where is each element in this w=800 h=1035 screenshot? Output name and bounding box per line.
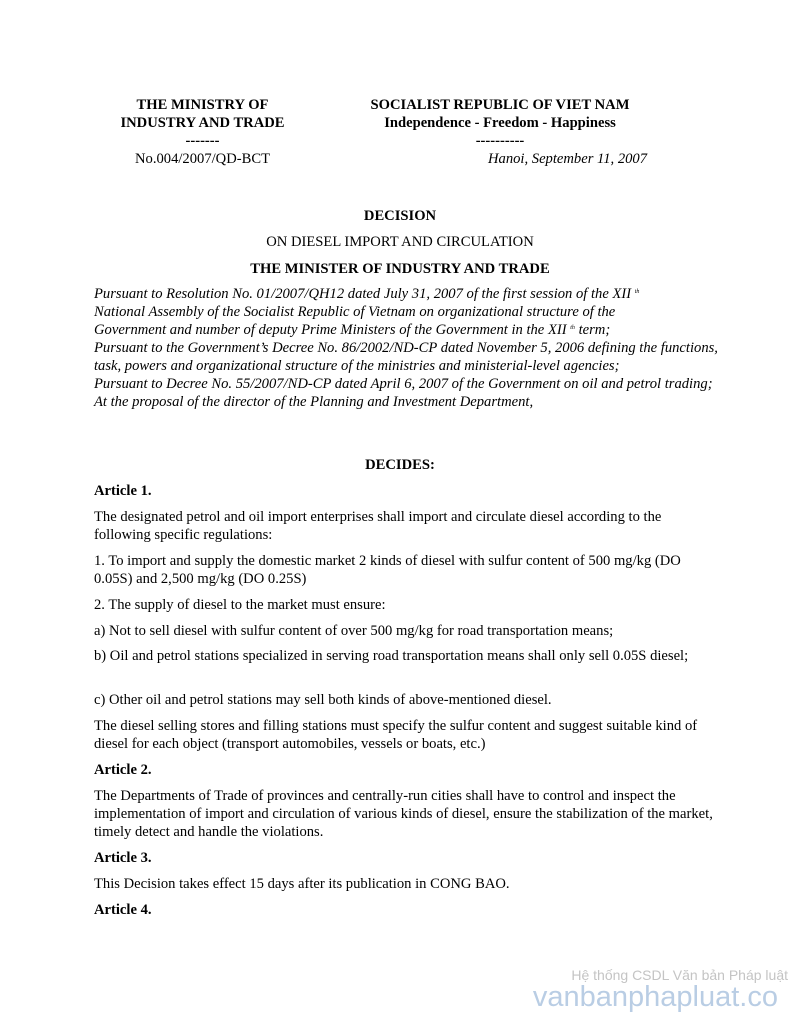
article-1-intro: The designated petrol and oil import enterprises shall import and circulate diesel according to the following specific regulations: [94, 509, 662, 543]
article-1-item-2: 2. The supply of diesel to the market must ensure: [94, 597, 386, 613]
article-1-item-b: b) Oil and petrol stations specialized in serving road transportation means shall only sell 0.05S diesel; [94, 648, 689, 664]
document-type: DECISION [363, 208, 437, 224]
preamble [94, 285, 724, 411]
preamble-proposal: At the proposal of the director of the Planning and Investment Department, [94, 394, 534, 410]
watermark-tagline: Hệ thống CSDL Văn bản Pháp luật [571, 967, 788, 983]
watermark-site-name: vanbanphapluat.co [532, 981, 778, 1013]
decides-heading: DECIDES: [365, 457, 435, 473]
article-3-text: This Decision takes effect 15 days after its publication in CONG BAO. [94, 876, 510, 892]
country-name: SOCIALIST REPUBLIC OF VIET NAM [370, 97, 630, 113]
issuer-header [90, 96, 315, 168]
article-1-item-c: c) Other oil and petrol stations may sell both kinds of above-mentioned diesel. [94, 692, 552, 708]
article-3-heading: Article 3. [94, 850, 152, 866]
article-1-heading: Article 1. [94, 483, 152, 499]
national-motto: Independence - Freedom - Happiness [384, 115, 616, 131]
article-4-heading: Article 4. [94, 902, 152, 918]
state-header [330, 96, 670, 150]
document-number: No.004/2007/QD-BCT [135, 151, 270, 167]
article-2-heading: Article 2. [94, 762, 152, 778]
article-1-closing: The diesel selling stores and filling stations must specify the sulfur content and suggest suitable kind of diesel for each object (transport automobiles, vessels or boats, etc.) [94, 718, 698, 752]
ministry-name-line1: THE MINISTRY OF [136, 97, 269, 113]
preamble-resolution: Pursuant to Resolution No. 01/2007/QH12 dated July 31, 2007 of the first session of the XII $^{th}$ National Assembly of the Socialist Republic of Vietnam on organizational structure of the Government and number of deputy Prime Ministers of the Government in the XII $^{th}$ term; [94, 286, 640, 338]
issuing-authority: THE MINISTER OF INDUSTRY AND TRADE [250, 261, 550, 277]
ministry-name-line2: INDUSTRY AND TRADE [120, 115, 285, 131]
article-1-item-1: 1. To import and supply the domestic market 2 kinds of diesel with sulfur content of 500 mg/kg (DO 0.05S) and 2,500 mg/kg (DO 0.25S) [94, 553, 681, 587]
place-date: Hanoi, September 11, 2007 [488, 151, 648, 167]
preamble-decree-86: Pursuant to the Government’s Decree No. 86/2002/ND-CP dated November 5, 2006 defining the functions, task, powers and organizational structure of the ministries and ministerial-level agencies; [94, 340, 718, 374]
article-1-item-a: a) Not to sell diesel with sulfur content of over 500 mg/kg for road transportation means; [94, 623, 614, 639]
preamble-decree-55: Pursuant to Decree No. 55/2007/ND-CP dated April 6, 2007 of the Government on oil and petrol trading; [94, 376, 713, 392]
document-subject: ON DIESEL IMPORT AND CIRCULATION [266, 234, 534, 250]
article-2-text: The Departments of Trade of provinces and centrally-run cities shall have to control and inspect the implementation of import and circulation of various kinds of diesel, ensure the stabilization of the market, timely detect and handle the violations. [94, 788, 713, 840]
header-rule-right: ---------- [475, 133, 525, 149]
header-rule-left: ------- [185, 133, 220, 149]
